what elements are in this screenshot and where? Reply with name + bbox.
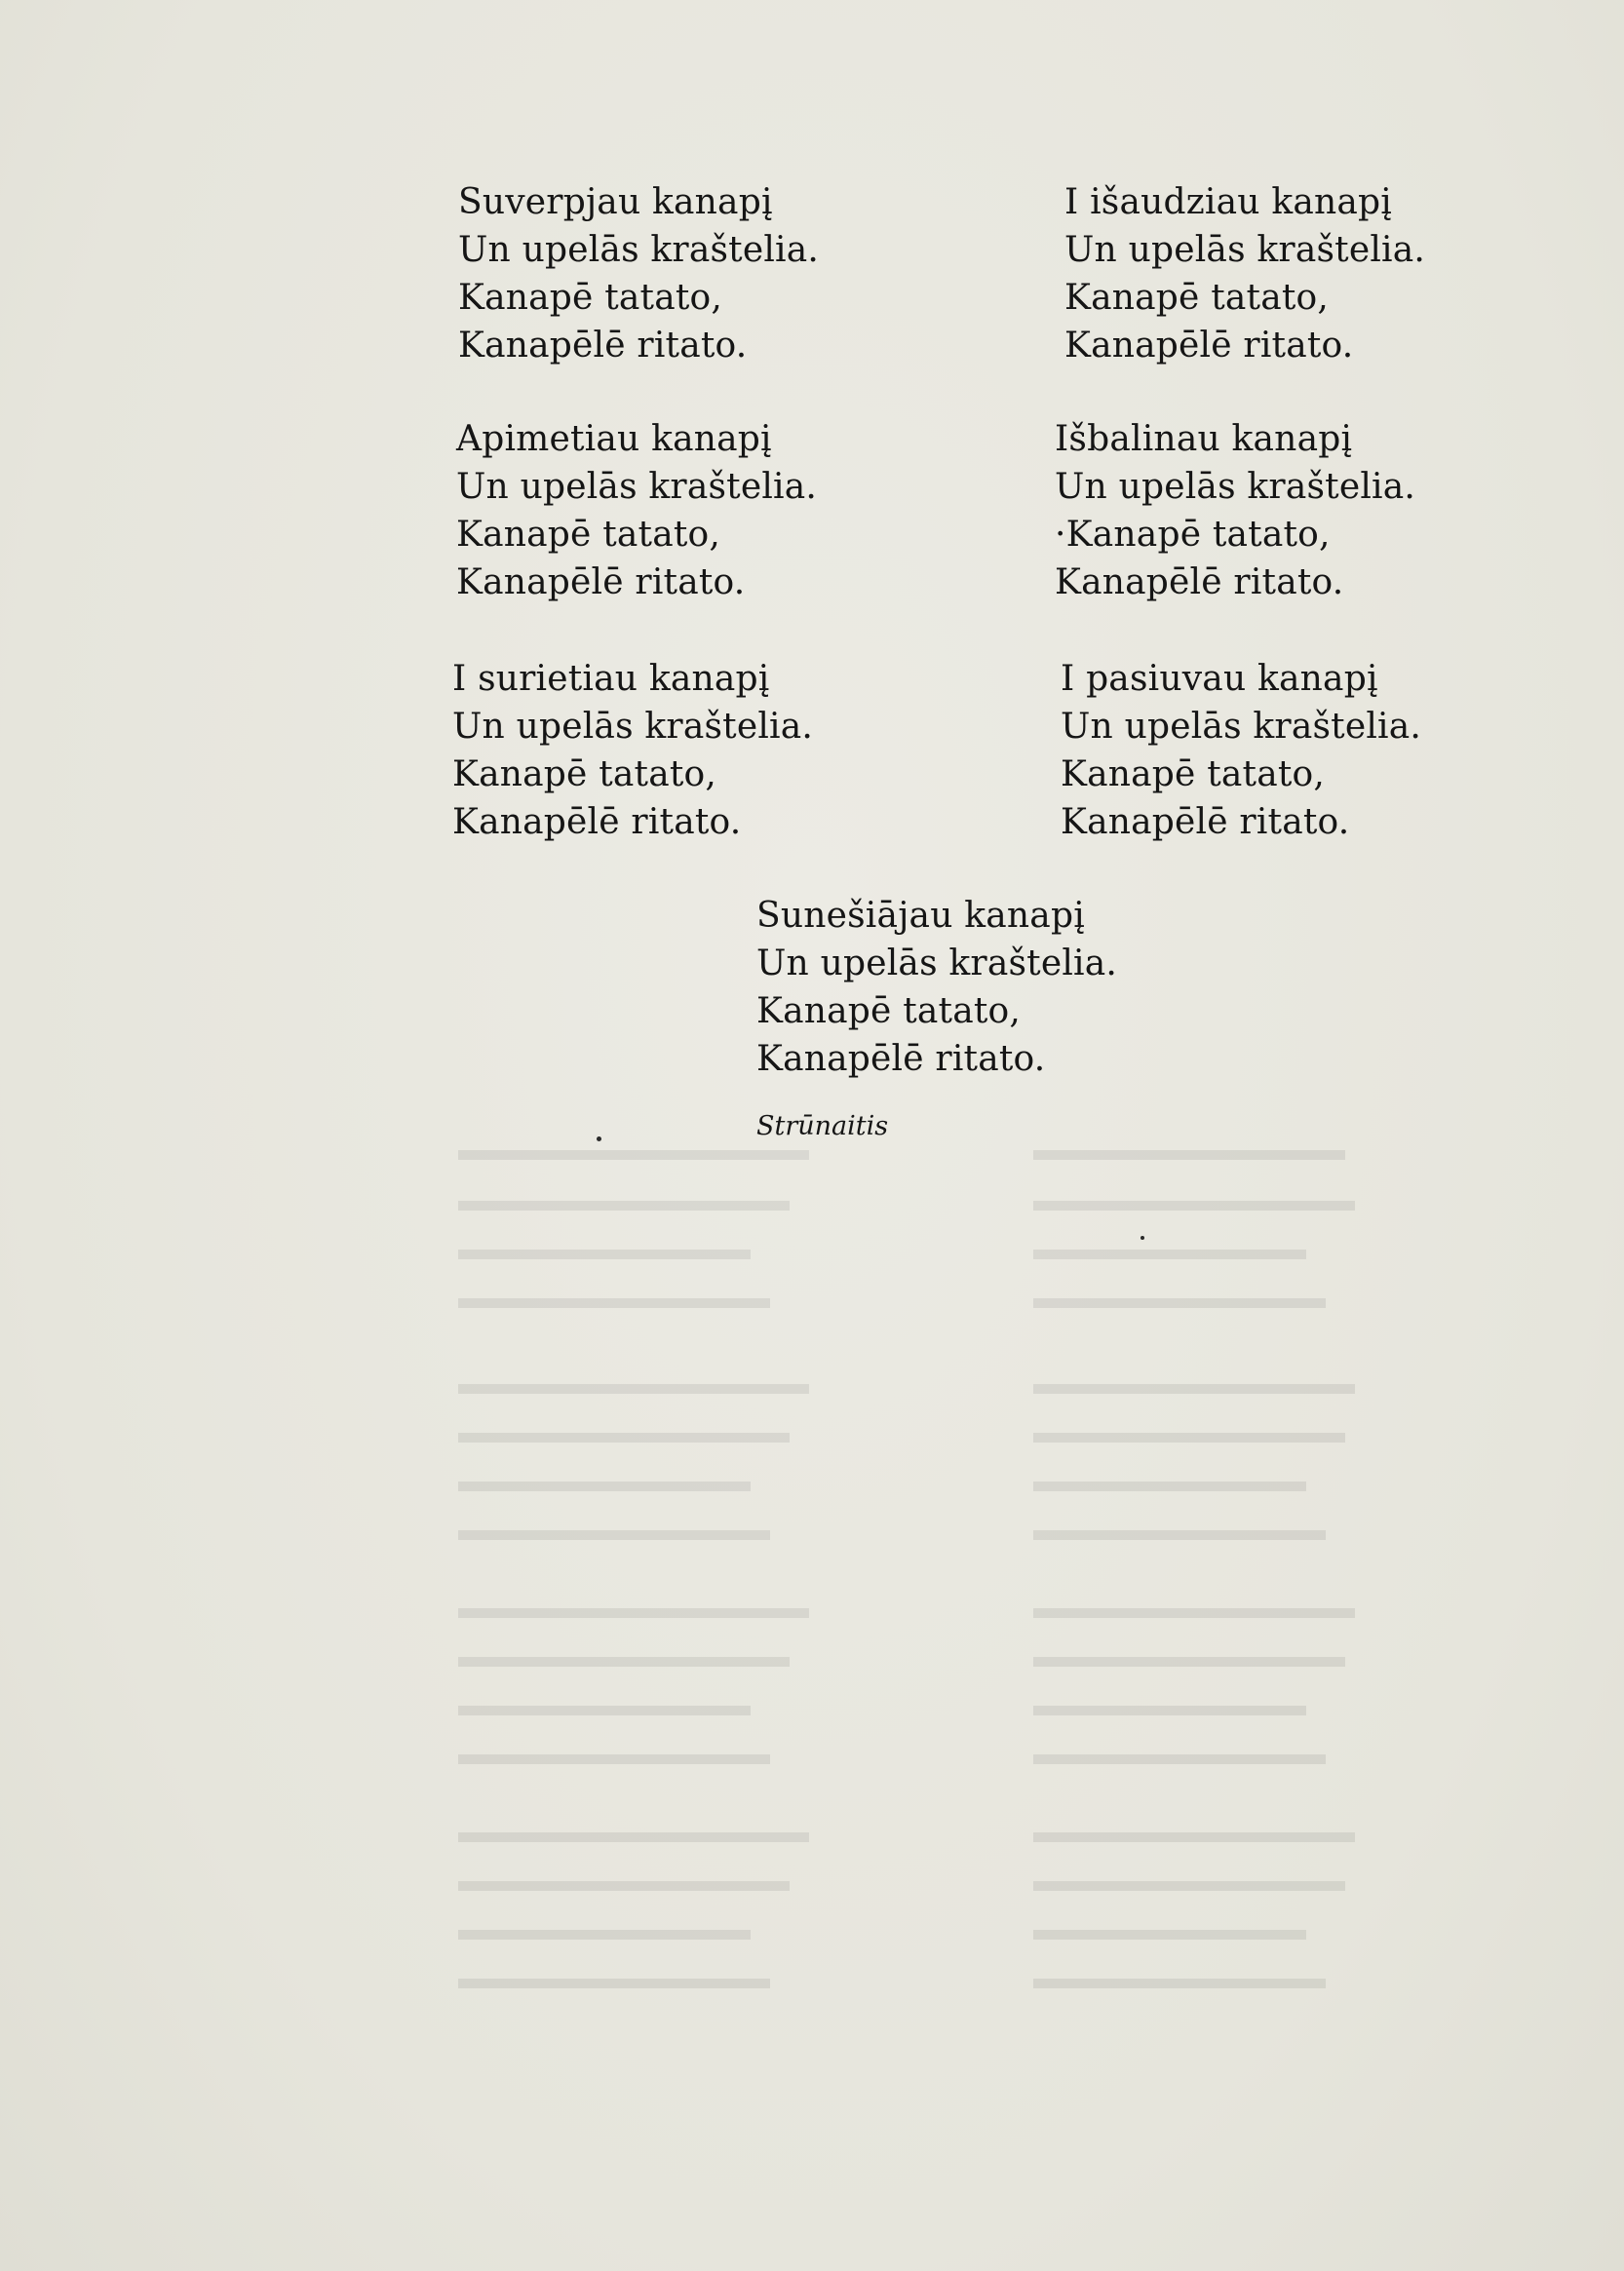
stanza-line: Kanapēlē ritato. — [456, 562, 746, 602]
stanza-line: Un upelās kraštelia. — [456, 467, 818, 507]
stanza-2 — [1064, 178, 1425, 369]
stanza-line: Kanapēlē ritato. — [458, 326, 748, 366]
stanza-line: Un upelās kraštelia. — [1055, 467, 1416, 507]
stanza-line: Un upelās kraštelia. — [1064, 230, 1426, 270]
stanza-line: Kanapē tatato, — [1064, 278, 1330, 318]
stanza-4 — [1055, 415, 1415, 606]
stanza-line: Kanapē tatato, — [1061, 754, 1326, 794]
stanza-line: Kanapēlē ritato. — [1055, 562, 1344, 602]
stanza-6 — [1061, 655, 1421, 846]
stanza-line: Kanapē tatato, — [458, 278, 723, 318]
author-attribution: Strūnaitis — [756, 1111, 889, 1141]
stanza-line: Suverpjau kanapį — [458, 182, 773, 222]
stanza-1 — [458, 178, 819, 369]
stanza-line: Kanapē tatato, — [456, 515, 721, 555]
stanza-line: Kanapēlē ritato. — [1061, 802, 1350, 842]
stanza-7 — [756, 892, 1117, 1083]
stanza-5 — [452, 655, 813, 846]
stanza-line: Kanapēlē ritato. — [452, 802, 742, 842]
stanza-line: I pasiuvau kanapį — [1061, 659, 1378, 699]
stanza-line: Apimetiau kanapį — [456, 419, 772, 459]
stanza-line: I surietiau kanapį — [452, 659, 770, 699]
stanza-line: Kanapēlē ritato. — [756, 1039, 1046, 1079]
stanza-line: ·Kanapē tatato, — [1055, 515, 1331, 555]
ink-speck — [1141, 1236, 1144, 1240]
stanza-line: Išbalinau kanapį — [1055, 419, 1353, 459]
stanza-3 — [456, 415, 817, 606]
stanza-line: Kanapē tatato, — [756, 991, 1022, 1031]
stanza-line: Un upelās kraštelia. — [452, 707, 814, 747]
ink-speck — [597, 1136, 601, 1141]
stanza-line: Un upelās kraštelia. — [756, 943, 1118, 983]
stanza-line: Un upelās kraštelia. — [458, 230, 820, 270]
stanza-line: Sunešiājau kanapį — [756, 896, 1085, 936]
stanza-line: Kanapē tatato, — [452, 754, 717, 794]
stanza-line: Un upelās kraštelia. — [1061, 707, 1422, 747]
stanza-line: Kanapēlē ritato. — [1064, 326, 1354, 366]
stanza-line: I išaudziau kanapį — [1064, 182, 1393, 222]
